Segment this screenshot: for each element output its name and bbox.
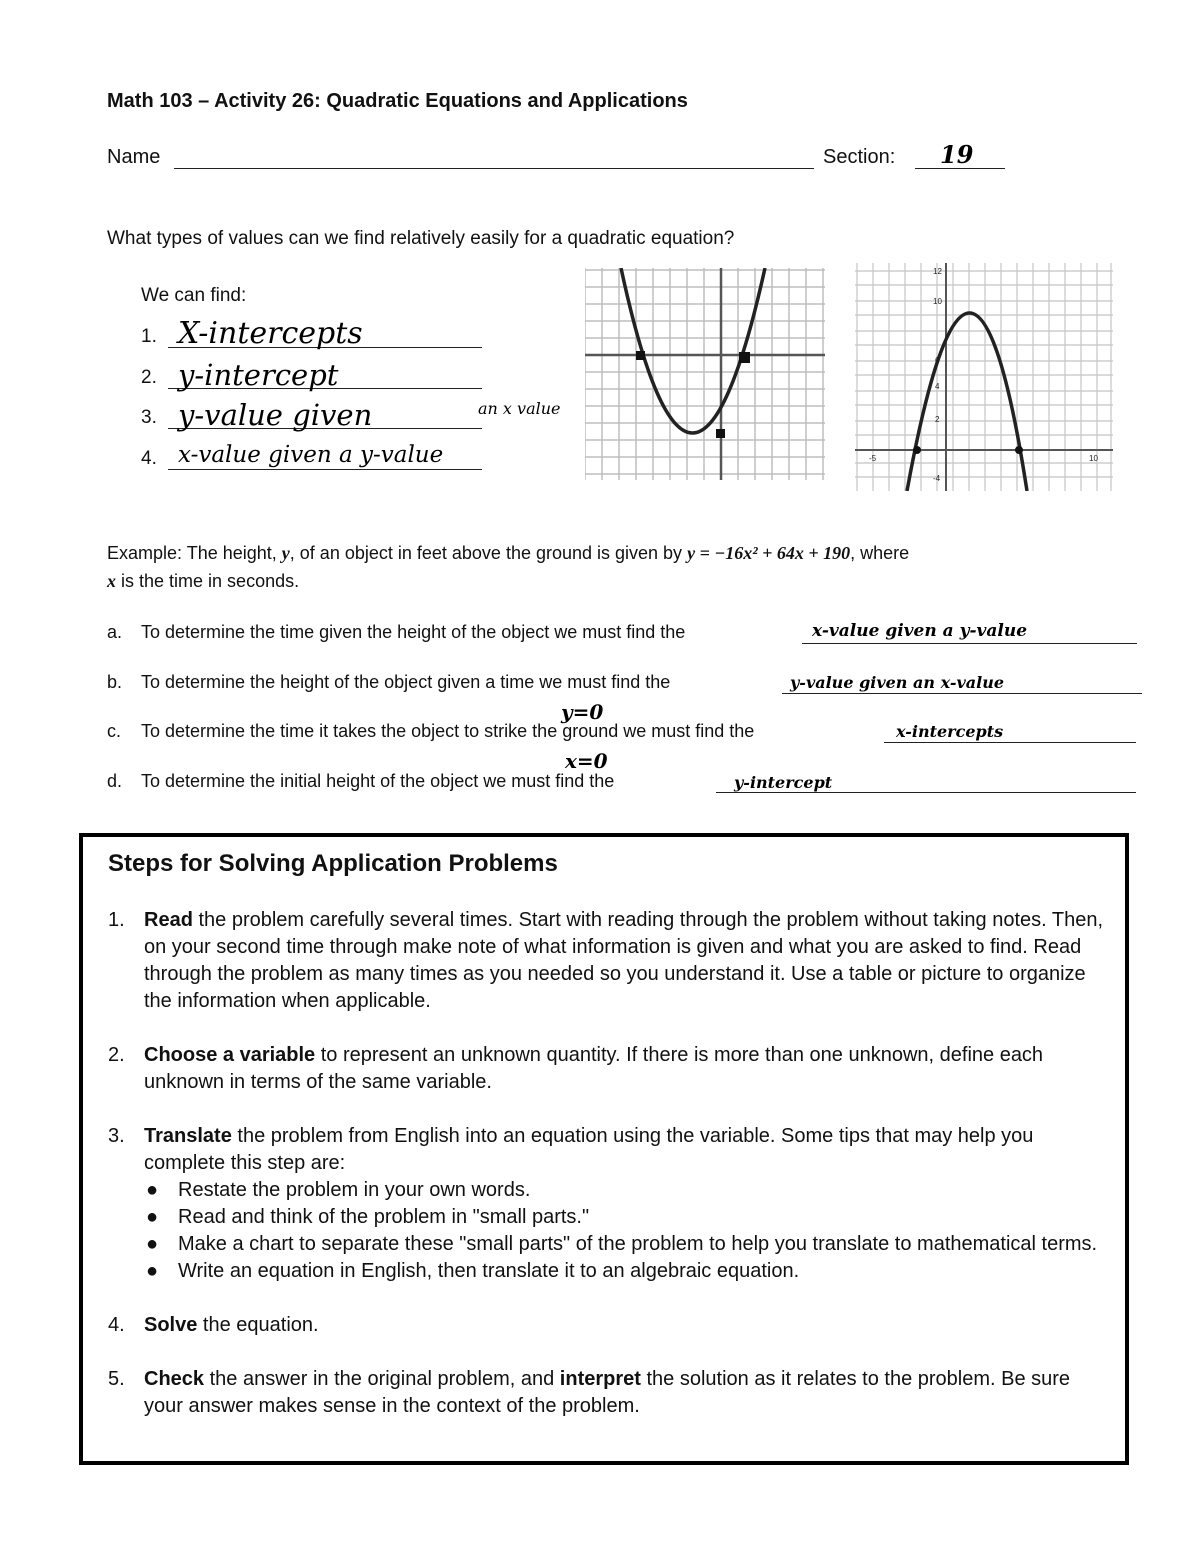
part-d-letter: d. — [107, 771, 123, 791]
part-c-answer: x-intercepts — [896, 722, 1004, 741]
graph1-x-intercept-left — [636, 351, 645, 360]
bullet-item — [108, 1231, 1108, 1258]
example-equation: y = −16x² + 64x + 190 — [687, 543, 851, 563]
part-a-letter: a. — [107, 622, 123, 642]
example-text-after: , where — [850, 543, 910, 563]
graph2-x-intercept-right — [1015, 446, 1023, 454]
graph1-curve — [621, 268, 765, 433]
graph2-tick-10x: 10 — [1089, 454, 1098, 463]
step-3-num: 3. — [108, 1125, 125, 1147]
part-c-letter: c. — [107, 721, 122, 741]
graph2-tick-4: 4 — [935, 382, 940, 391]
graph2-tick-10: 10 — [933, 297, 942, 306]
steps-box — [79, 833, 1129, 1465]
example-text-before: Example: The height, — [107, 543, 277, 563]
step-4-keyword: Solve — [144, 1314, 198, 1336]
answer-1-text: X-intercepts — [178, 316, 363, 351]
step-2-num: 2. — [108, 1044, 125, 1066]
step-2-text: to represent an unknown quantity. If there is more than one unknown, define each unknown in terms of the same variable. — [144, 1044, 1044, 1093]
example-part-a — [107, 622, 685, 643]
step-5-keyword-2: interpret — [559, 1368, 641, 1390]
step-1-text: the problem carefully several times. Start with reading through the problem without taking notes. Then, on your second time through make note of what information is given and what you are asked to find. Read through the problem as many times as you needed so you understand it. Use a table or picture to organize the information when applicable. — [144, 909, 1104, 1012]
graph2-tick-12: 12 — [933, 267, 942, 276]
part-b-letter: b. — [107, 672, 123, 692]
example-line2-text: is the time in seconds. — [121, 571, 300, 591]
answer-3-num: 3. — [141, 407, 157, 428]
step-1 — [108, 907, 1108, 1015]
answer-4-line[interactable] — [168, 469, 482, 470]
answer-2-text: y-intercept — [178, 358, 339, 392]
example-line-2 — [107, 571, 299, 592]
name-field[interactable] — [174, 168, 814, 169]
intro-question: What types of values can we find relatively easily for a quadratic equation? — [107, 228, 735, 249]
graph2-tick-6: 6 — [935, 356, 940, 365]
graph2-curve — [907, 313, 1027, 491]
step-1-num: 1. — [108, 909, 125, 931]
graph-upward-parabola — [585, 268, 825, 480]
example-line-1 — [107, 543, 909, 564]
part-b-answer: y-value given an x-value — [790, 673, 1005, 692]
section-label: Section: — [823, 146, 896, 168]
part-d-answer-line[interactable] — [716, 792, 1136, 793]
name-row — [107, 146, 160, 169]
step-2 — [108, 1042, 1108, 1096]
answer-4-num: 4. — [141, 448, 157, 469]
graph2-tick-neg5: -5 — [869, 454, 877, 463]
part-b-answer-line[interactable] — [782, 693, 1142, 694]
we-can-find-label: We can find: — [141, 285, 247, 306]
graph1-x-intercept-right — [739, 352, 750, 363]
answer-1-num: 1. — [141, 326, 157, 347]
bullet-text: Restate the problem in your own words. — [178, 1179, 531, 1201]
answer-3-text: y-value given — [178, 398, 373, 432]
bullet-icon: ● — [146, 1206, 159, 1228]
part-a-answer-line[interactable] — [802, 643, 1137, 644]
step-5-num: 5. — [108, 1368, 125, 1390]
bullet-text: Write an equation in English, then translate it to an algebraic equation. — [178, 1260, 800, 1282]
step-2-keyword: Choose a variable — [144, 1044, 316, 1066]
example-var-y: y — [281, 543, 290, 563]
bullet-item — [108, 1204, 1108, 1231]
graph-downward-parabola — [855, 263, 1113, 491]
graph2-axes — [855, 263, 1113, 491]
example-part-c — [107, 721, 754, 742]
page-title: Math 103 – Activity 26: Quadratic Equations and Applications — [107, 90, 688, 112]
bullet-text: Make a chart to separate these "small parts" of the problem to help you translate to mathematical terms. — [178, 1233, 1098, 1255]
step-5-keyword: Check — [144, 1368, 205, 1390]
step-4-num: 4. — [108, 1314, 125, 1336]
bullet-text: Read and think of the problem in "small parts." — [178, 1206, 590, 1228]
part-a-text: To determine the time given the height of the object we must find the — [141, 622, 686, 642]
step-3-bullets — [108, 1177, 1108, 1285]
graph2-tick-neg4: -4 — [933, 474, 941, 483]
margin-note-x-equals-0: x=0 — [565, 749, 608, 773]
bullet-icon: ● — [146, 1179, 159, 1201]
answer-3-note: an x value — [478, 399, 561, 418]
graph1-y-intercept — [716, 429, 725, 438]
bullet-item — [108, 1177, 1108, 1204]
example-text-middle: , of an object in feet above the ground is given by — [289, 543, 683, 563]
section-value: 19 — [940, 140, 974, 169]
part-a-answer: x-value given a y-value — [812, 621, 1028, 641]
part-c-text: To determine the time it takes the object to strike the ground we must find the — [141, 721, 755, 741]
graph2-tick-2: 2 — [935, 415, 940, 424]
answer-4-text: x-value given a y-value — [178, 442, 444, 468]
graph2-grid — [855, 263, 1113, 491]
step-5-text: the answer in the original problem, and — [204, 1368, 560, 1390]
step-3 — [108, 1123, 1108, 1285]
graph1-grid — [585, 268, 825, 480]
part-b-text: To determine the height of the object given a time we must find the — [141, 672, 671, 692]
bullet-icon: ● — [146, 1260, 159, 1282]
answer-2-num: 2. — [141, 367, 157, 388]
step-3-text: the problem from English into an equation using the variable. Some tips that may help you complete this step are: — [144, 1125, 1034, 1174]
graph2-x-intercept-left — [913, 446, 921, 454]
example-part-b — [107, 672, 670, 693]
step-4 — [108, 1312, 1108, 1339]
step-1-keyword: Read — [144, 909, 193, 931]
step-5-text-2: the solution as it relates to the problem. Be sure your answer makes sense in the context of the problem. — [144, 1368, 1071, 1417]
bullet-item — [108, 1258, 1108, 1285]
step-4-text: the equation. — [197, 1314, 319, 1336]
example-var-x: x — [107, 571, 116, 591]
step-3-keyword: Translate — [144, 1125, 232, 1147]
steps-heading: Steps for Solving Application Problems — [108, 850, 558, 877]
part-c-answer-line[interactable] — [884, 742, 1136, 743]
margin-note-y-equals-0: y=0 — [561, 700, 604, 724]
part-d-text: To determine the initial height of the object we must find the — [141, 771, 615, 791]
step-5 — [108, 1366, 1108, 1420]
example-part-d — [107, 771, 614, 792]
steps-list — [108, 907, 1108, 1447]
name-label: Name — [107, 146, 161, 168]
bullet-icon: ● — [146, 1233, 159, 1255]
part-d-answer: y-intercept — [734, 773, 833, 792]
